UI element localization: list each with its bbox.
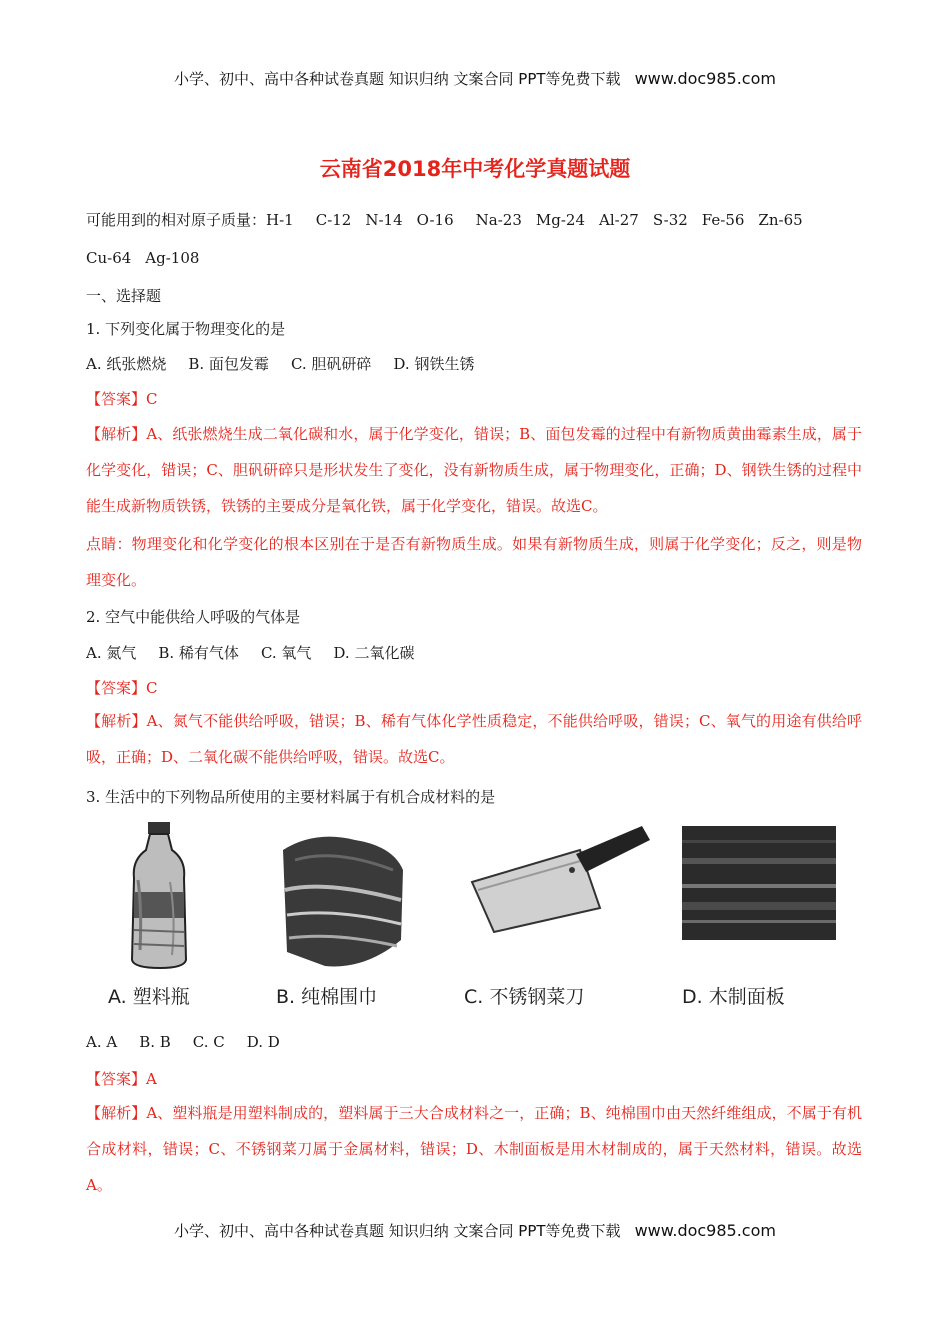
atomic-mass-item: N-14 [365, 211, 403, 229]
atomic-mass-item: S-32 [652, 211, 688, 229]
question-3-figure [90, 820, 860, 1015]
figure-label-b: B. 纯棉围巾 [276, 986, 378, 1008]
question-1-stem: 1. 下列变化属于物理变化的是 [86, 320, 286, 338]
question-3-answer: 【答案】A [86, 1070, 157, 1088]
option: A. A [86, 1033, 118, 1051]
figure-label-c: C. 不锈钢菜刀 [464, 986, 585, 1008]
atomic-mass-item: Mg-24 [535, 211, 586, 229]
atomic-mass-label: 可能用到的相对原子质量： [86, 211, 267, 229]
option: B. 稀有气体 [158, 644, 239, 662]
question-1-tip: 点睛：物理变化和化学变化的根本区别在于是否有新物质生成。如果有新物质生成，则属于化学变化；反之，则是物理变化。 [86, 535, 862, 589]
option: B. B [139, 1033, 171, 1051]
atomic-mass-item: Zn-65 [758, 211, 803, 229]
wooden-panel-image [680, 820, 840, 954]
question-3-analysis: 【解析】A、塑料瓶是用塑料制成的，塑料属于三大合成材料之一，正确；B、纯棉围巾由天然纤维组成，不属于有机合成材料，错误；C、不锈钢菜刀属于金属材料，错误；D、木制面板是用木材制成的，属于天然材料，错误。故选A。 [86, 1104, 862, 1194]
question-2-stem: 2. 空气中能供给人呼吸的气体是 [86, 608, 301, 626]
atomic-mass-item: H-1 [266, 211, 294, 229]
header-site-link[interactable]: www.doc985.com [634, 69, 776, 88]
question-2-answer: 【答案】C [86, 679, 158, 697]
atomic-mass-line-1 [86, 209, 803, 230]
question-2-options [86, 642, 414, 663]
option: D. D [246, 1033, 280, 1051]
option: D. 钢铁生锈 [393, 355, 475, 373]
footer-site-link[interactable]: www.doc985.com [634, 1221, 776, 1240]
question-1-answer: 【答案】C [86, 390, 158, 408]
option: B. 面包发霉 [188, 355, 269, 373]
atomic-mass-item: Ag-108 [145, 249, 200, 267]
cotton-scarf-image [275, 820, 410, 974]
figure-label-d: D. 木制面板 [682, 986, 785, 1008]
section-heading: 一、选择题 [86, 287, 162, 305]
page-footer [0, 1220, 950, 1241]
atomic-mass-item: Na-23 [475, 211, 522, 229]
steel-cleaver-image [468, 820, 653, 944]
atomic-mass-line-2 [86, 249, 199, 267]
question-2-analysis: 【解析】A、氮气不能供给呼吸，错误；B、稀有气体化学性质稳定，不能供给呼吸，错误；C、氧气的用途有供给呼吸，正确；D、二氧化碳不能供给呼吸，错误。故选C。 [86, 712, 862, 766]
question-1-options [86, 353, 474, 374]
header-text: 小学、初中、高中各种试卷真题 知识归纳 文案合同 PPT等免费下载 [174, 70, 621, 88]
atomic-mass-item: Al-27 [599, 211, 639, 229]
option: A. 氮气 [86, 644, 137, 662]
question-3-stem: 3. 生活中的下列物品所使用的主要材料属于有机合成材料的是 [86, 788, 496, 806]
atomic-mass-item: C-12 [315, 211, 352, 229]
document-title: 云南省2018年中考化学真题试题 [319, 157, 631, 181]
question-1-analysis: 【解析】A、纸张燃烧生成二氧化碳和水，属于化学变化，错误；B、面包发霉的过程中有新物质黄曲霉素生成，属于化学变化，错误；C、胆矾研碎只是形状发生了变化，没有新物质生成，属于物理变化，正确；D、钢铁生锈的过程中能生成新物质铁锈，铁锈的主要成分是氧化铁，属于化学变化，错误。故选C。 [86, 425, 862, 515]
question-3-options [86, 1033, 280, 1051]
atomic-mass-item: O-16 [416, 211, 454, 229]
plastic-bottle-image [120, 820, 200, 974]
option: C. C [192, 1033, 225, 1051]
atomic-mass-item: Cu-64 [86, 249, 132, 267]
option: A. 纸张燃烧 [86, 355, 167, 373]
page-header [0, 68, 950, 89]
option: C. 氧气 [260, 644, 312, 662]
atomic-mass-item: Fe-56 [701, 211, 745, 229]
option: C. 胆矾研碎 [290, 355, 372, 373]
figure-label-a: A. 塑料瓶 [108, 986, 190, 1008]
footer-text: 小学、初中、高中各种试卷真题 知识归纳 文案合同 PPT等免费下载 [174, 1222, 621, 1240]
option: D. 二氧化碳 [333, 644, 415, 662]
